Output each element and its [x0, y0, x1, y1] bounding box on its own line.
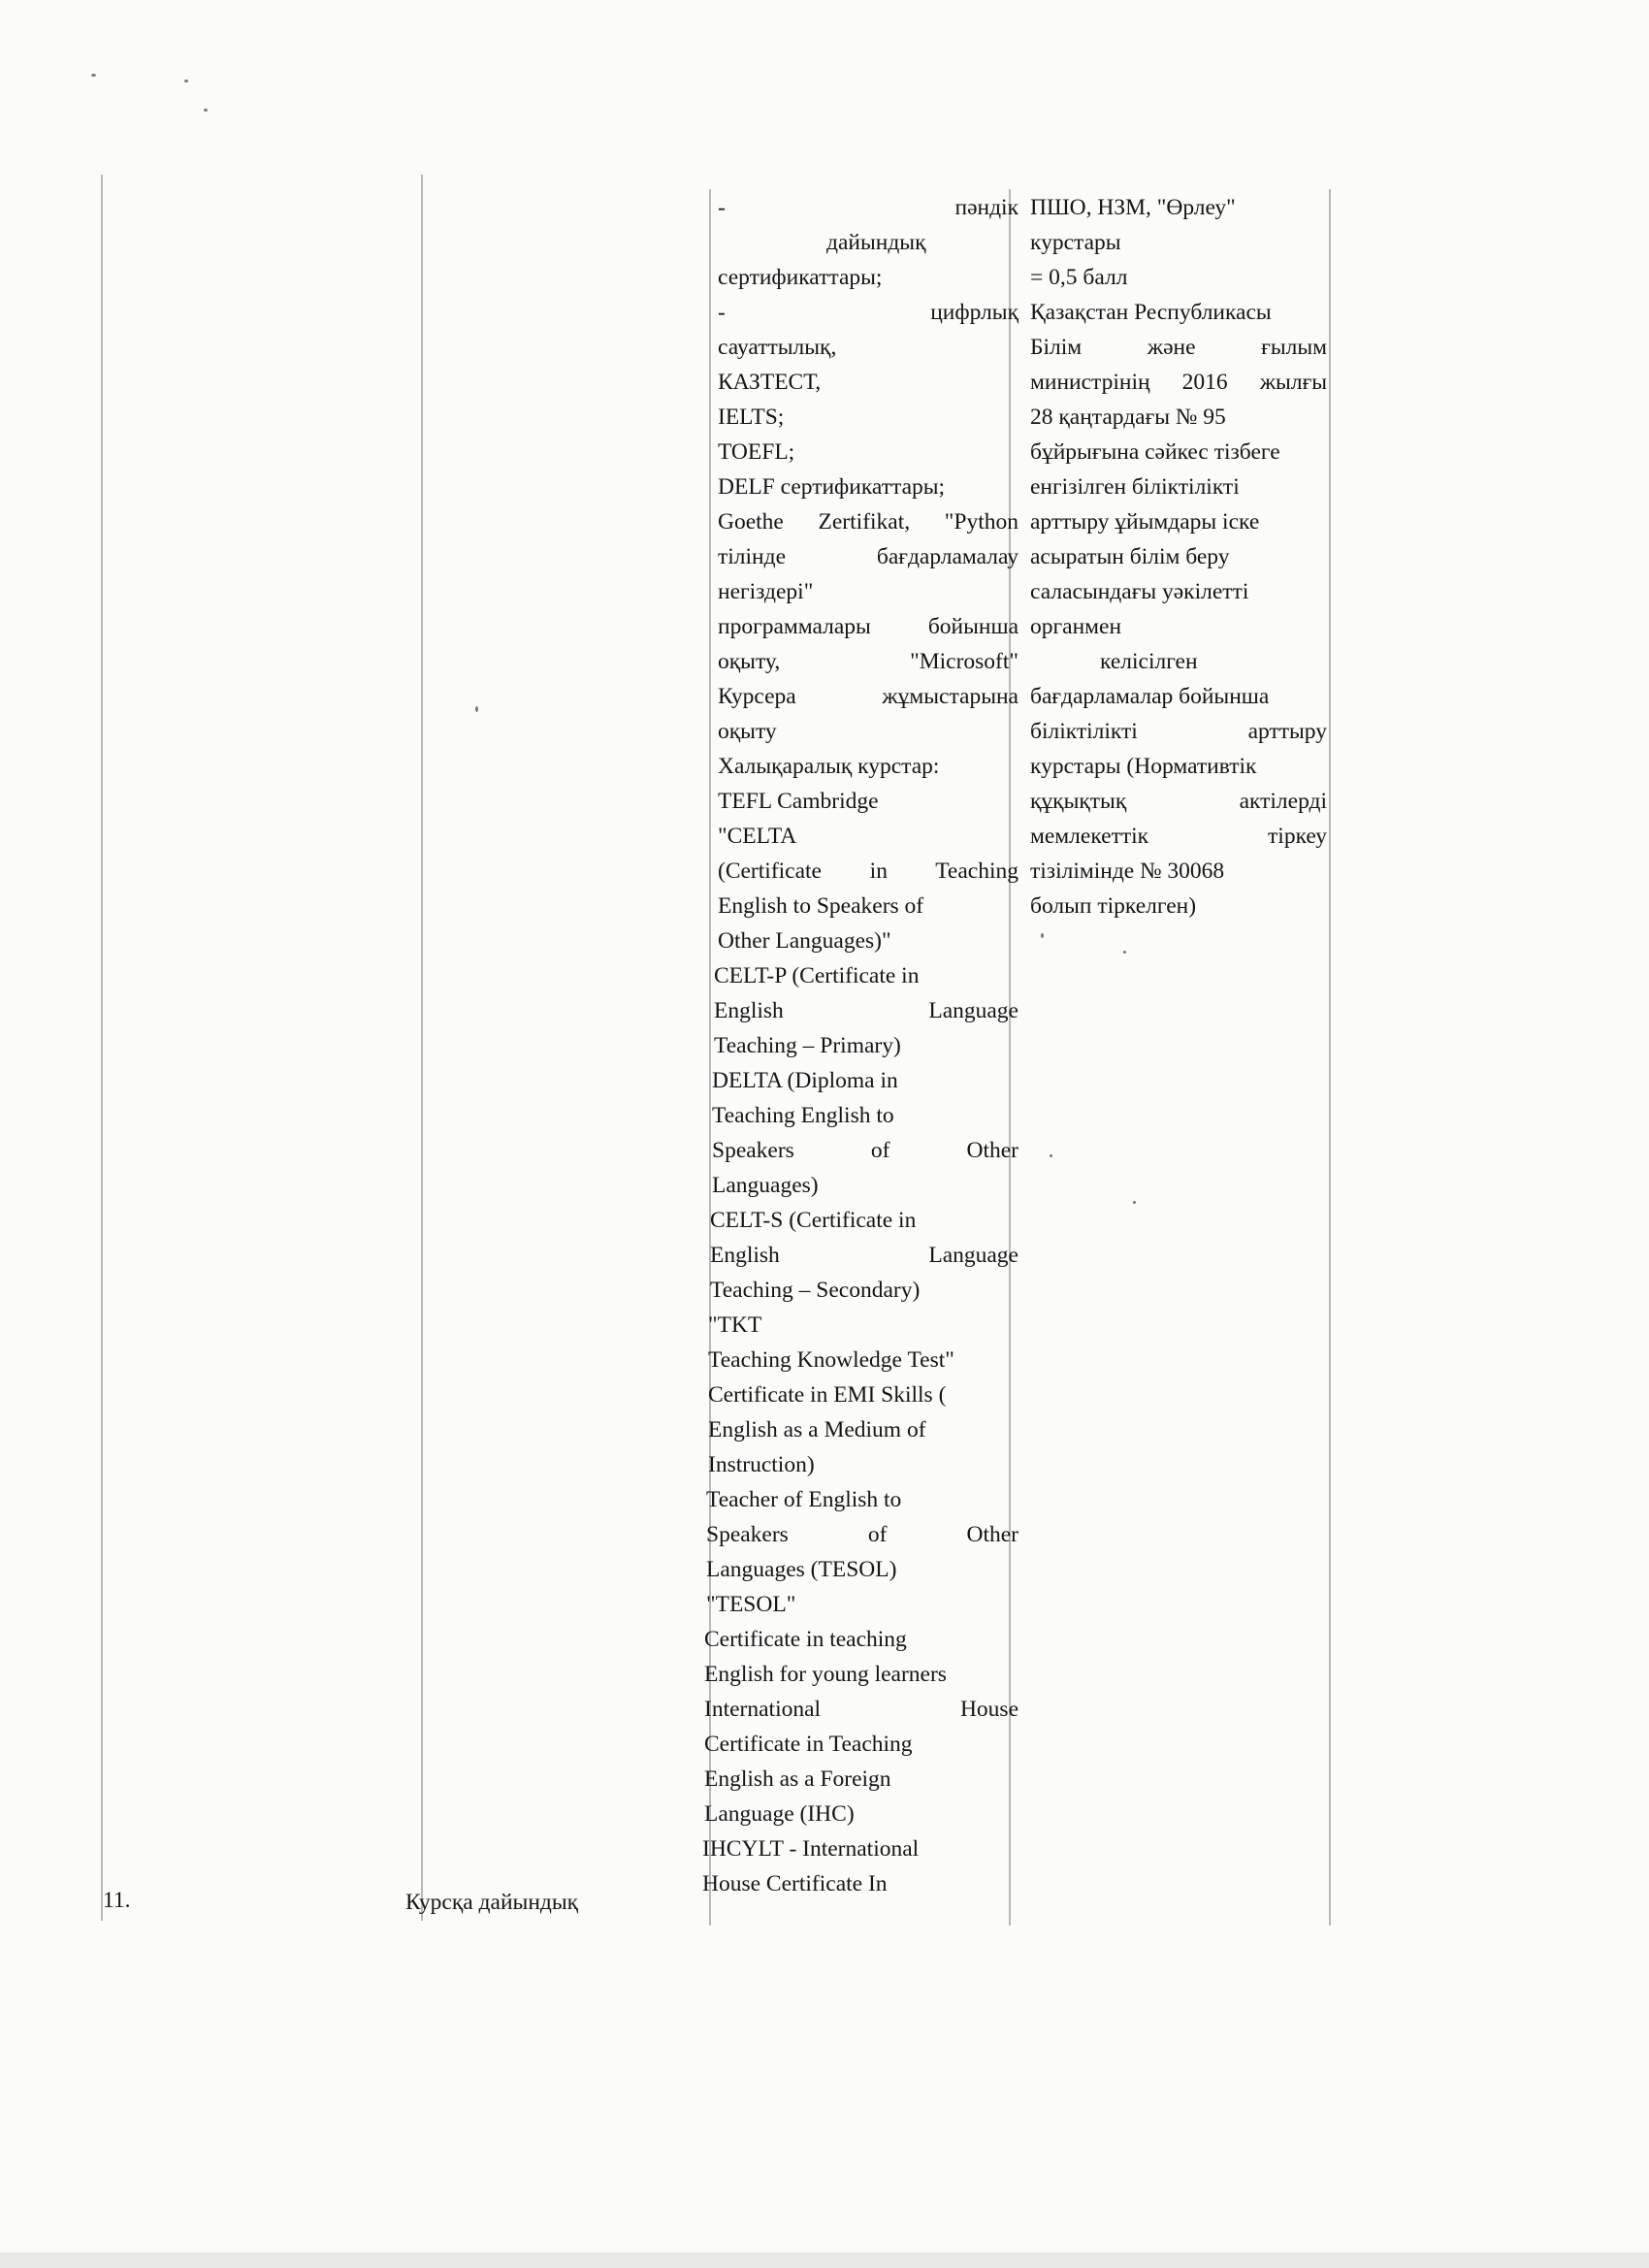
text-line: English as a Foreign: [704, 1766, 891, 1792]
row-title: Курсқа дайындық: [405, 1890, 579, 1915]
scan-speck: [91, 74, 96, 77]
scan-speck: [1050, 1154, 1052, 1157]
text-line: Teaching Knowledge Test": [708, 1347, 954, 1373]
table-border-left: [101, 175, 103, 1921]
scan-bottom-edge: [0, 2252, 1649, 2268]
text-line: бағдарламалар бойынша: [1030, 684, 1270, 709]
text-line: TOEFL;: [718, 439, 795, 465]
text-line: - пәндік: [718, 195, 1018, 220]
text-line: (Certificate in Teaching: [718, 859, 1018, 884]
text-line: тізілімінде № 30068: [1030, 859, 1225, 884]
text-line: курстары: [1030, 230, 1121, 255]
text-line: English as a Medium of: [708, 1417, 926, 1442]
text-line: "CELTA: [718, 824, 797, 849]
text-line: "TESOL": [706, 1592, 796, 1617]
text-line: сертификаттары;: [718, 265, 883, 290]
text-line: асыратын білім беру: [1030, 544, 1230, 569]
scan-speck: [204, 109, 208, 112]
text-line: Instruction): [708, 1452, 815, 1477]
text-line: Халықаралық курстар:: [718, 754, 940, 779]
text-line: Қазақстан Республикасы: [1030, 300, 1272, 325]
table-border-right: [1329, 189, 1331, 1926]
text-line: оқыту, "Microsoft": [718, 649, 1018, 674]
text-line: "TKT: [708, 1312, 762, 1338]
text-line: Certificate in Teaching: [704, 1732, 913, 1757]
text-line: TEFL Cambridge: [718, 789, 879, 814]
text-line: Other Languages)": [718, 928, 891, 954]
text-line: арттыру ұйымдары іске: [1030, 509, 1260, 535]
text-line: CELT-S (Certificate in: [710, 1208, 917, 1233]
scan-speck: [1133, 1201, 1136, 1204]
scan-speck: [184, 80, 188, 82]
text-line: бұйрығына сәйкес тізбеге: [1030, 439, 1280, 465]
text-line: = 0,5 балл: [1030, 265, 1128, 290]
text-line: English Language: [710, 1243, 1018, 1268]
text-line: Білім және ғылым: [1030, 335, 1327, 360]
text-line: 28 қаңтардағы № 95: [1030, 405, 1226, 430]
text-line: саласындағы уәкілетті: [1030, 579, 1249, 604]
text-line: Language (IHC): [704, 1801, 855, 1827]
text-line: курстары (Нормативтік: [1030, 754, 1257, 779]
scoring-rules-cell: [1030, 190, 1327, 923]
text-line: Speakers of Other: [706, 1522, 1018, 1547]
text-line: Languages): [712, 1173, 819, 1198]
text-line: енгізілген біліктілікті: [1030, 474, 1240, 500]
row-number: 11.: [103, 1888, 131, 1913]
text-line: Certificate in EMI Skills (: [708, 1382, 947, 1408]
text-line: келісілген: [1100, 649, 1198, 674]
scan-speck: [475, 706, 478, 712]
text-line: Speakers of Other: [712, 1138, 1018, 1163]
text-line: DELF сертификаттары;: [718, 474, 946, 500]
text-line: International House: [704, 1697, 1018, 1722]
text-line: органмен: [1030, 614, 1122, 639]
text-line: ПШО, НЗМ, "Өрлеу": [1030, 195, 1236, 220]
text-line: КАЗТЕСТ,: [718, 370, 822, 395]
text-line: сауаттылық,: [718, 335, 837, 360]
text-line: болып тіркелген): [1030, 893, 1197, 919]
text-line: тілінде бағдарламалау: [718, 544, 1018, 569]
text-line: - цифрлық: [718, 300, 1018, 325]
certificates-list-cell: [702, 190, 1018, 1901]
text-line: CELT-P (Certificate in: [714, 963, 920, 988]
text-line: Goethe Zertifikat, "Python: [718, 509, 1018, 535]
text-line: программалары бойынша: [718, 614, 1018, 639]
text-line: Teaching English to: [712, 1103, 894, 1128]
text-line: дайындық: [826, 230, 926, 255]
text-line: DELTA (Diploma in: [712, 1068, 898, 1093]
text-line: English for young learners: [704, 1662, 947, 1687]
table-border-col1: [421, 175, 423, 1921]
text-line: House Certificate In: [702, 1871, 888, 1896]
text-line: Teaching – Primary): [714, 1033, 901, 1058]
text-line: Certificate in teaching: [704, 1627, 907, 1652]
text-line: Teacher of English to: [706, 1487, 902, 1512]
text-line: оқыту: [718, 719, 777, 744]
text-line: мемлекеттік тіркеу: [1030, 824, 1327, 849]
text-line: English to Speakers of: [718, 893, 924, 919]
text-line: негіздері": [718, 579, 814, 604]
text-line: English Language: [714, 998, 1018, 1023]
text-line: біліктілікті арттыру: [1030, 719, 1327, 744]
text-line: Курсера жұмыстарына: [718, 684, 1018, 709]
text-line: IHCYLT - International: [702, 1836, 920, 1862]
text-line: IELTS;: [718, 405, 785, 430]
scan-speck: [1123, 951, 1126, 954]
scan-speck: [1041, 933, 1044, 938]
text-line: Languages (TESOL): [706, 1557, 897, 1582]
text-line: Teaching – Secondary): [710, 1278, 921, 1303]
text-line: құқықтық актілерді: [1030, 789, 1327, 814]
text-line: министрінің 2016 жылғы: [1030, 370, 1327, 395]
